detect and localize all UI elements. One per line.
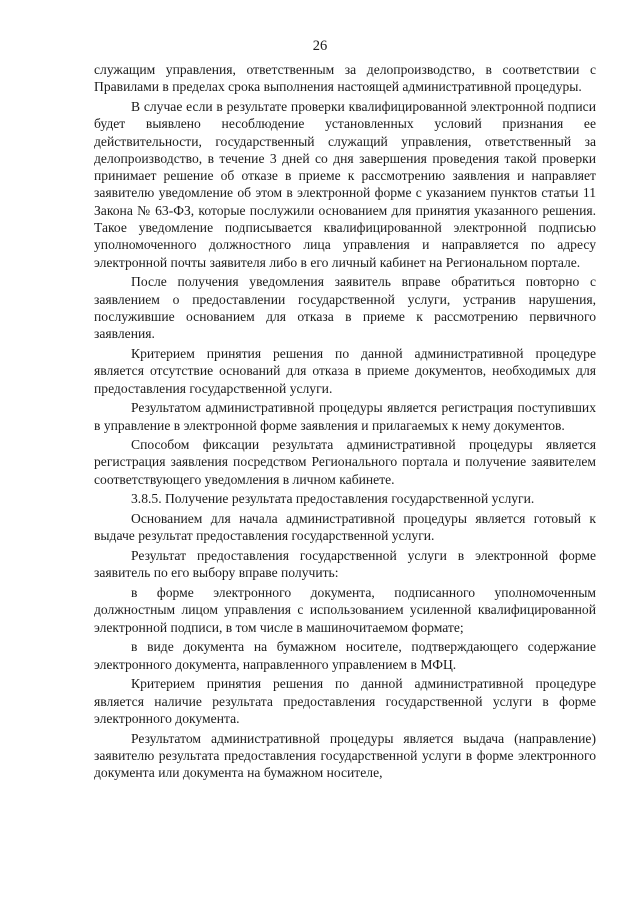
paragraph-result-choice: Результат предоставления государственной услуги в электронной форме заявитель по его выбору вправе получить: bbox=[94, 548, 596, 581]
paragraph-decision-criterion: Критерием принятия решения по данной административной процедуре является отсутствие оснований для отказа в приеме документов, необходимых для предоставления государственной услуги. bbox=[94, 345, 596, 396]
list-item-electronic-document: в форме электронного документа, подписанного уполномоченным должностным лицом управления с использованием усиленной квалифицированной электронной подписи, в том числе в машиночитаемом формате; bbox=[94, 585, 596, 635]
paragraph-decision-criterion-2: Критерием принятия решения по данной административной процедуре является наличие результата предоставления государственной услуги в форме электронного документа. bbox=[94, 676, 596, 726]
list-item-paper-document: в виде документа на бумажном носителе, подтверждающего содержание электронного документа, направленного управлением в МФЦ. bbox=[94, 639, 596, 672]
document-body bbox=[94, 61, 596, 782]
paragraph-procedure-basis: Основанием для начала административной процедуры является готовый к выдаче результат предоставления государственной услуги. bbox=[94, 511, 596, 544]
paragraph-fixation-method: Способом фиксации результата административной процедуры является регистрация заявления посредством Регионального портала и получение заявителем соответствующего уведомления в личном кабинете. bbox=[94, 437, 596, 487]
paragraph-procedure-result: Результатом административной процедуры является регистрация поступивших в управление в электронной форме заявления и прилагаемых к нему документов. bbox=[94, 400, 596, 433]
paragraph-signature-check: В случае если в результате проверки квалифицированной электронной подписи будет выявлено несоблюдение установленных условий признания ее действительности, государственный служащий управления, ответственный за делопроизводство, в течение 3 дней со дня завершения проведения такой проверки принимает решение об отказе в приеме к рассмотрению заявления и направляет заявителю уведомление об этом в электронной форме с указанием пунктов статьи 11 Закона № 63-ФЗ, которые послужили основанием для принятия указанного решения. Такое уведомление подписывается квалифицированной электронной подписью уполномоченного должностного лица управления и направляется по адресу электронной почты заявителя либо в его личный кабинет на Региональном портале. bbox=[94, 98, 596, 270]
paragraph-continuation: служащим управления, ответственным за делопроизводство, в соответствии с Правилами в пределах срока выполнения настоящей административной процедуры. bbox=[94, 62, 596, 95]
section-heading-3-8-5: 3.8.5. Получение результата предоставления государственной услуги. bbox=[131, 491, 535, 507]
paragraph-procedure-result-2: Результатом административной процедуры является выдача (направление) заявителю результата предоставления государственной услуги в форме электронного документа или документа на бумажном носителе, bbox=[94, 730, 596, 781]
page-number: 26 bbox=[312, 38, 328, 54]
paragraph-repeat-application: После получения уведомления заявитель вправе обратиться повторно с заявлением о предоставлении государственной услуги, устранив нарушения, послужившие основанием для отказа в приеме к рассмотрению первичного заявления. bbox=[94, 274, 596, 342]
